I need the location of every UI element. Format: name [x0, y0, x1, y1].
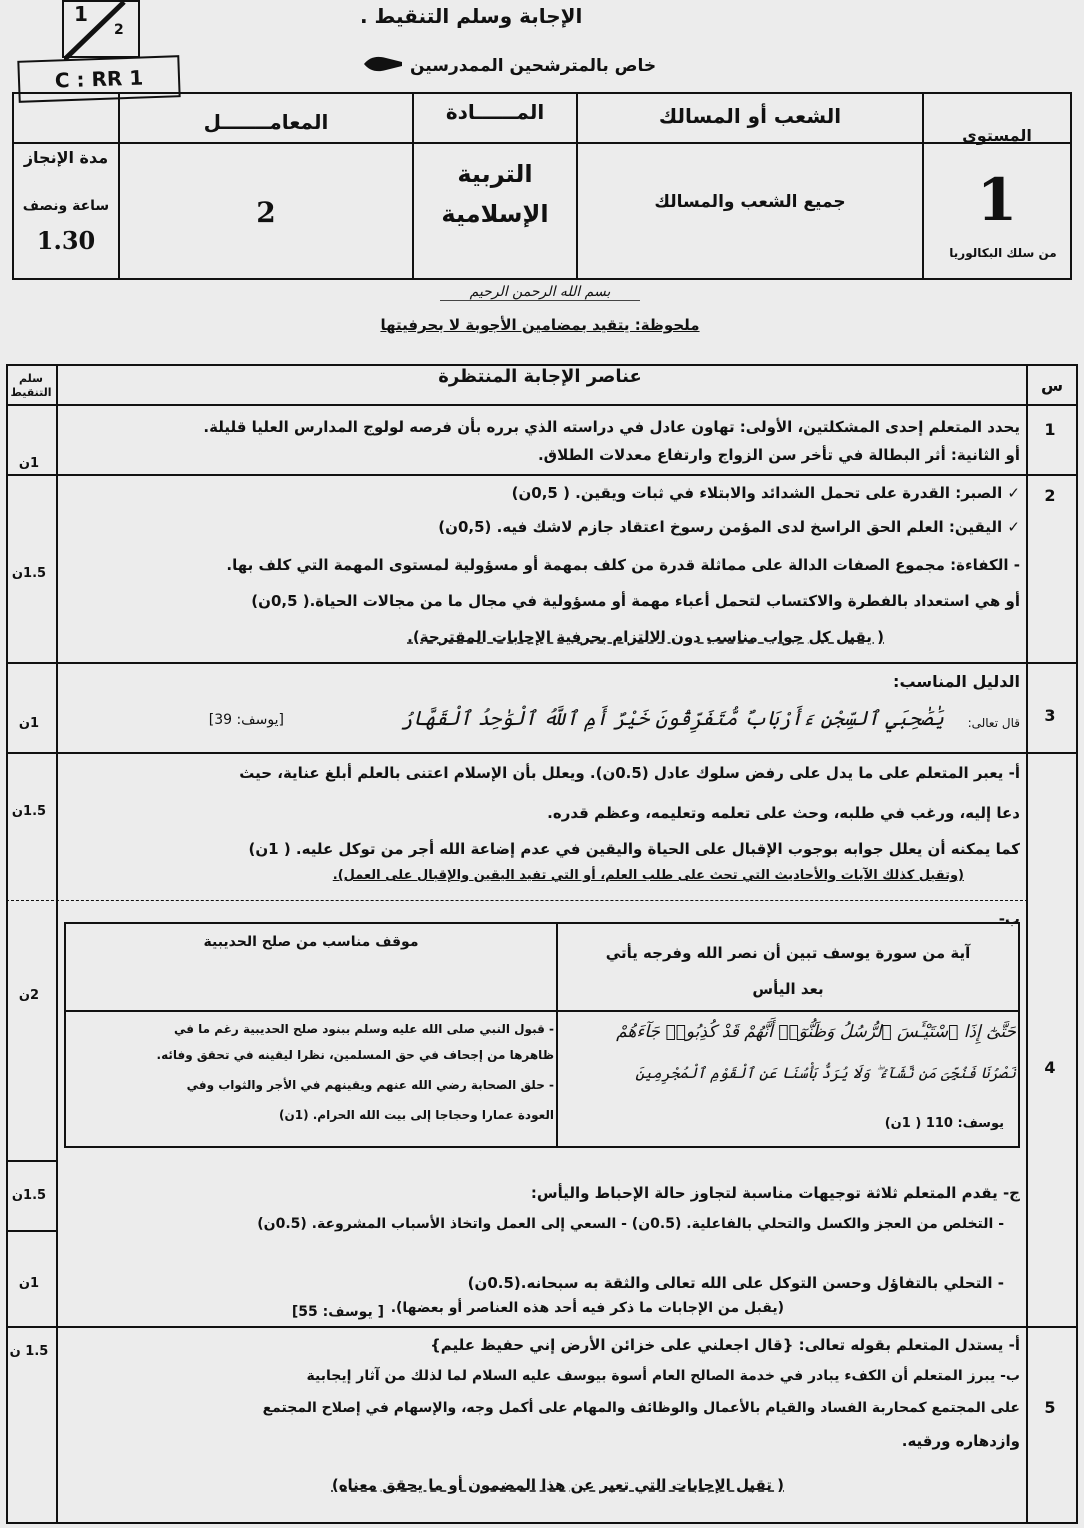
page-subtitle: خاص بالمترشحين الممدرسين	[410, 56, 657, 76]
q2-line-2: ✓ اليقين: العلم الحق الراسخ لدى المؤمن رسوخ اعتقاد جازم لاشك فيه. (0,5ن)	[438, 518, 1020, 536]
q5-line-5: ( تقبل الإجابات التي تعبر عن هذا المضمون أو ما يحقق معناه)	[331, 1476, 784, 1494]
correction-note: ملحوظة: يتقيد بمضامين الأجوبة لا بحرفيتها	[380, 316, 700, 334]
q4b-left-line-2: ظاهرها من إجحاف في حق المسلمين، نظرا ليقينه في تحقق وفائه.	[156, 1048, 554, 1062]
subject-value-line2: الإسلامية	[441, 200, 549, 228]
exam-code: C : RR 1	[17, 55, 180, 103]
q4b-left-line-4: العودة عمارا وحجاجا إلى بيت الله الحرام. (1ن)	[278, 1108, 554, 1122]
level-subtitle: من سلك البكالوريا	[949, 246, 1057, 260]
coefficient-value: 2	[256, 196, 276, 229]
q3-heading: الدليل المناسب:	[893, 672, 1020, 691]
q3-verse: يَٰصَٰحِبَيِ ٱلسِّجْنِ ءَأَرْبَابٌ مُّتَفَرِّقُونَ خَيْرٌ أَمِ ٱللَّهُ ٱلْوَٰحِدُ ٱلْقَهَّارُ	[400, 706, 944, 730]
pointing-hand-icon	[362, 52, 404, 76]
header-level: المستوى	[962, 126, 1032, 145]
q4a-score: 1.5ن	[11, 804, 47, 819]
q3-score: 1ن	[18, 716, 40, 731]
q4c-line-4: (يقبل من الإجابات ما ذكر فيه أحد هذه العناصر أو بعضها).	[390, 1300, 784, 1316]
q4b-right-header-2: بعد اليأس	[752, 980, 824, 998]
q4b-verse-reference: يوسف: 110 ( 1ن)	[884, 1116, 1004, 1131]
header-coefficient: المعامـــــــل	[203, 110, 329, 134]
page-number-total: 2	[114, 22, 124, 38]
q5-line-4: وازدهاره ورقيه.	[901, 1432, 1020, 1450]
q4c-score: 1.5ن	[11, 1188, 47, 1203]
q4a-line-3: كما يمكنه أن يعلل جوابه بوجوب الإقبال على الحياة واليقين في عدم إضاعة الله أجر من توكل عليه. ( 1ن)	[248, 840, 1020, 858]
q4c-line-1: ج- يقدم المتعلم ثلاثة توجيهات مناسبة لتجاوز حالة الإحباط واليأس:	[530, 1184, 1020, 1202]
q5a-score: 1ن	[18, 1276, 40, 1291]
q1-number: 1	[1044, 420, 1056, 439]
q1-line-2: أو الثانية: أثر البطالة في تأخر سن الزواج وارتفاع معدلات الطلاق.	[537, 446, 1020, 464]
q4b-label: ب-	[998, 910, 1020, 928]
answers-col-header: عناصر الإجابة المنتظرة	[438, 366, 642, 387]
q4-number: 4	[1044, 1058, 1056, 1077]
question-col-header: س	[1040, 376, 1064, 395]
q5b-score: 1.5 ن	[9, 1344, 49, 1359]
duration-number: 1.30	[36, 226, 96, 255]
q4b-verse-line-1: حَتَّىٰٓ إِذَا ٱسْتَيْـَٔسَ ٱلرُّسُلُ وَظَنُّوٓا۟ أَنَّهُمْ قَدْ كُذِبُوا۟ جَآءَهُمْ	[616, 1022, 1016, 1042]
q4a-line-4: (وتقبل كذلك الآيات والأحاديث التي تحث على طلب العلم، أو التي تفيد اليقين والإقبال على العمل).	[332, 868, 964, 883]
q3-prefix: قال تعالى:	[967, 716, 1020, 730]
page-fraction-slash	[64, 2, 142, 60]
page-number-current: 1	[74, 2, 88, 26]
q2-line-5: ( يقبل كل جواب مناسب دون الالتزام بحرفية الإجابات المقترحة).	[407, 628, 884, 646]
header-streams: الشعب أو المسالك	[658, 104, 842, 128]
q2-line-4: أو هي استعداد بالفطرة والاكتساب لتحمل أعباء مهمة أو مسؤولية في مجال ما من مجالات الحياة.( 0,5ن)	[251, 592, 1020, 610]
q3-number: 3	[1044, 706, 1056, 725]
streams-value: جميع الشعب والمسالك	[654, 192, 846, 212]
page-title: الإجابة وسلم التنقيط .	[360, 4, 583, 28]
q2-line-1: ✓ الصبر: القدرة على تحمل الشدائد والابتلاء في ثبات ويقين. ( 0,5ن)	[511, 484, 1020, 502]
q4a-line-1: أ- يعبر المتعلم على ما يدل على رفض سلوك عادل (0.5ن). ويعلل بأن الإسلام اعتنى بالعلم أبلغ عناية، حيث	[239, 764, 1020, 782]
q1-line-1: يحدد المتعلم إحدى المشكلتين، الأولى: تهاون عادل في دراسته الذي برره بأن فرصه لولوج المدارس العليا قليلة.	[203, 418, 1020, 436]
q5-line-2: ب- يبرز المتعلم أن الكفء يبادر في خدمة الصالح العام أسوة بيوسف عليه السلام لما لذلك من آثار إيجابية	[306, 1368, 1020, 1384]
level-value: 1	[976, 166, 1018, 234]
q4c-line-2: - التخلص من العجز والكسل والتحلي بالفاعلية. (0.5ن) - السعي إلى العمل واتخاذ الأسباب المشروعة. (0.5ن)	[257, 1216, 1004, 1232]
q5-line-1: أ- يستدل المتعلم بقوله تعالى: {قال اجعلني على خزائن الأرض إني حفيظ عليم}	[430, 1336, 1020, 1354]
basmala: بسم الله الرحمن الرحيم	[440, 284, 640, 301]
header-subject: المــــــادة	[445, 100, 545, 124]
q5-line-3: على المجتمع كمحاربة الفساد والقيام بالأعمال والوظائف والمهام على أكمل وجه، والإسهام في إصلاح المجتمع	[262, 1400, 1020, 1416]
q4b-verse-line-2: نَصْرُنَا فَنُجِّىَ مَن نَّشَآءُ ۖ وَلَا يُرَدُّ بَأْسُنَا عَنِ ٱلْقَوْمِ ٱلْمُجْرِمِينَ	[635, 1064, 1016, 1082]
q5-number: 5	[1044, 1398, 1056, 1417]
duration-text: ساعة ونصف	[22, 198, 110, 214]
q2-score: 1.5ن	[11, 566, 47, 581]
q4b-left-line-3: - حلق الصحابة رضي الله عنهم ويقينهم في الأجر والثواب وفي	[186, 1078, 554, 1092]
header-duration: مدة الإنجاز	[23, 148, 109, 167]
q4b-left-line-1: - قبول النبي صلى الله عليه وسلم ببنود صلح الحديبية رغم ما في	[174, 1022, 554, 1036]
score-col-header-2: التنقيط	[10, 386, 52, 399]
q3-reference: [يوسف: 39]	[208, 712, 284, 728]
subject-value-line1: التربية	[457, 160, 533, 188]
q4b-score: 2ن	[18, 988, 40, 1003]
q4c-line-3: - التحلي بالتفاؤل وحسن التوكل على الله تعالى والثقة به سبحانه.(0.5ن)	[467, 1274, 1004, 1292]
q2-number: 2	[1044, 486, 1056, 505]
q4a-line-2: دعا إليه، ورغب في طلبه، وحث على تعلمه وتعليمه، وعظم قدره.	[547, 804, 1020, 822]
q4b-left-header: موقف مناسب من صلح الحديبية	[203, 934, 419, 950]
q5-reference: [ يوسف: 55]	[291, 1304, 384, 1320]
page-number-box	[62, 0, 140, 58]
q1-score: 1ن	[18, 456, 40, 471]
q2-line-3: - الكفاءة: مجموع الصفات الدالة على مماثلة قدرة من كلف بمهمة أو مسؤولية لمستوى المهمة التي كلف بها.	[226, 556, 1020, 574]
score-col-header-1: سلم	[19, 372, 43, 385]
q4b-right-header-1: آية من سورة يوسف تبين أن نصر الله وفرجه يأتي	[605, 944, 971, 962]
